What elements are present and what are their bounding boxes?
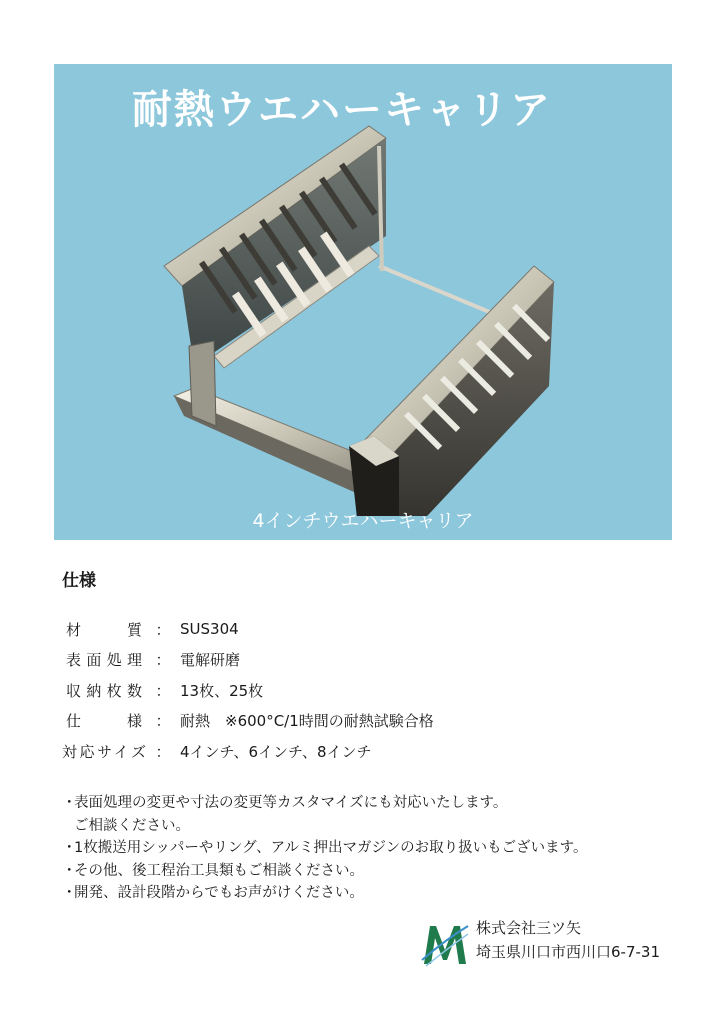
note-text: その他、後工程治工具類もご相談ください。 [74,862,364,879]
spec-value: 電解研磨 [180,651,241,670]
hero-title: 耐熱ウエハーキャリア [132,87,552,133]
note-continuation: ご相談ください。 [74,817,190,834]
note-item [62,837,587,860]
note-item [62,792,587,815]
company-name: 株式会社三ツ矢 [476,919,582,937]
spec-row-material [62,614,434,645]
hero-banner [54,64,672,540]
notes-list [62,792,587,905]
spec-colon: ： [155,742,171,761]
mitsuya-m-logo-icon [420,920,470,968]
spec-label: 仕 様 [66,712,142,731]
spec-label: 収納枚数 [66,681,142,700]
company-block [420,916,690,972]
note-item [62,882,587,905]
spec-value: 耐熱 ※600°C/1時間の耐熱試験合格 [180,712,434,731]
spec-section-title: 仕様 [62,571,96,591]
note-bullet: ・ [62,885,77,901]
spec-colon: ： [155,620,171,639]
note-item [62,860,587,883]
spec-row-spec [62,706,434,737]
spec-row-size [62,736,434,767]
spec-colon: ： [155,651,171,670]
spec-table [62,614,434,767]
spec-colon: ： [155,681,171,700]
note-text: 1枚搬送用シッパーやリング、アルミ押出マガジンのお取り扱いもございます。 [74,840,588,856]
note-bullet: ・ [62,840,77,856]
note-text: 表面処理の変更や寸法の変更等カスタマイズにも対応いたします。 [74,795,508,811]
spec-row-capacity [62,675,434,706]
spec-row-surface [62,645,434,676]
wafer-carrier-photo [154,116,574,516]
spec-value: SUS304 [180,620,239,639]
company-text [476,916,660,964]
spec-value: 13枚、25枚 [180,681,264,700]
spec-label: 材 質 [66,620,142,639]
company-address: 埼玉県川口市西川口6-7-31 [476,943,660,961]
spec-label: 表面処理 [66,651,142,670]
note-bullet: ・ [62,862,77,879]
spec-value: 4インチ、6インチ、8インチ [180,742,372,761]
spec-label: 対応サイズ [62,742,146,761]
note-text: 開発、設計段階からでもお声がけください。 [74,885,364,901]
hero-caption: 4インチウエハーキャリア [252,510,474,532]
note-bullet: ・ [62,795,77,811]
spec-colon: ： [155,712,171,731]
